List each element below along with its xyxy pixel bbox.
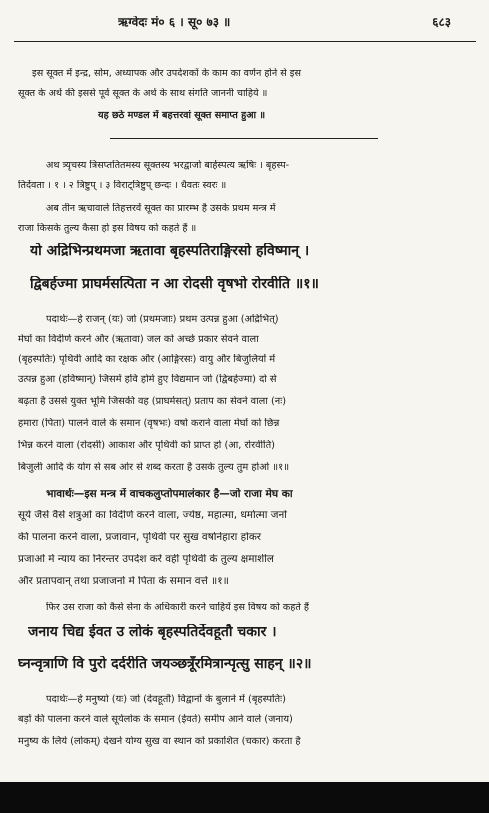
transition-line: फिर उस राजा को कैसे सेना के अधिकारी करने चाहियें इस विषय को कहते हैं — [46, 602, 309, 613]
bhavartha-1-line-4: प्रजाओं में न्याय का निरन्तर उपदेश करे वही पृथिवी के तुल्य क्षमाशील — [18, 554, 274, 565]
padartha-2-line-3: मनुष्य के लिये (लोकम्) देखने योग्य सुख वा स्थान को प्रकाशित (चकार) करता है — [18, 736, 301, 747]
hymn-intro-line-2: तिर्देवता । १ । २ त्रिष्टुप् । ३ विराट्त्रिष्टुप् छन्दः । धैवतः स्वरः ॥ — [18, 180, 227, 191]
mantra-1-line-2: द्विबर्हज्मा प्राघर्मसत्पिता न आ रोदसी वृषभो रोरवीति ॥१॥ — [30, 276, 319, 292]
bhavartha-1-line-3: की पालना करने वाला, प्रजावान, पृथिवी पर सुख वर्षानेहारा होकर — [18, 532, 262, 543]
mantra-2-line-1: जनाय चिद्य ईवत उ लोकं बृहस्पतिर्देवहूतौ चकार । — [28, 624, 277, 640]
mantra-2-line-2: घ्नन्वृत्राणि वि पुरो दर्दरीति जयञ्छत्रूँरमित्रान्पृत्सु साहन् ॥२॥ — [18, 656, 312, 672]
padartha-1-line-2: मेघों का विदीर्ण करने और (ऋतावा) जल को अच्छे प्रकार सेवने वाला — [18, 334, 259, 345]
padartha-1-line-5: बढ़ता है उससे युक्त भूमि जिसकी वह (प्राघर्मसत्) प्रताप का सेवने वाला (नः) — [18, 396, 287, 407]
hymn-intro-line-4: राजा किसके तुल्य कैसा हो इस विषय को कहते हैं ॥ — [18, 223, 197, 234]
bhavartha-1-line-2: सूर्य जैसे वैसे शत्रुओं का विदीर्ण करने वाला, ज्येष्ठ, महात्मा, धर्मात्मा जनों — [18, 510, 287, 521]
padartha-1-line-3: (बृहस्पतिः) पृथिवी आदि का रक्षक और (आङ्गिरसः) वायु और बिजुलियों में — [18, 354, 276, 365]
hymn-intro-line-1: अथ त्र्यृचस्य त्रिसप्ततितमस्य सूक्तस्य भरद्वाजो बार्हस्पत्य ऋषिः । बृहस्प- — [46, 160, 290, 171]
running-header-title: ऋग्वेदः मं० ६ । सू० ७३ ॥ — [118, 16, 231, 29]
page-number: ६८३ — [432, 16, 451, 29]
bhavartha-1-line-1: भावार्थः—इस मन्त्र में वाचकलुप्तोपमालंकार है—जो राजा मेघ का — [46, 488, 293, 500]
intro-line-1: इस सूक्त में इन्द्र, सोम, अध्यापक और उपदेशकों के काम का वर्णन होने से इस — [32, 68, 302, 79]
scan-bottom-border — [0, 782, 489, 813]
padartha-1-line-8: बिजुली आदि के योग से सब ओर से शब्द करता है उसके तुल्य तुम होओ ॥१॥ — [18, 462, 290, 473]
padartha-2-line-2: बड़ों की पालना करने वाले सूर्यलोक के समान (ईवते) समीप आने वाले (जनाय) — [18, 714, 293, 725]
hymn-intro-line-3: अब तीन ऋचावाले तिहत्तरवें सूक्त का प्रारम्भ है उसके प्रथम मन्त्र में — [46, 203, 276, 214]
section-closing-note: यह छठे मण्डल में बहत्तरवां सूक्त समाप्त हुआ ॥ — [98, 110, 266, 121]
intro-line-2: सूक्त के अर्थ की इससे पूर्व सूक्त के अर्थ के साथ संगति जाननी चाहिये ॥ — [18, 88, 268, 99]
padartha-1-line-4: उत्पन्न हुआ (हविष्मान्) जिसमें हवि होमे हुए विद्यमान जो (द्विबर्हज्मा) दो से — [18, 374, 277, 385]
padartha-1-line-1: पदार्थः—हे राजन् (यः) जो (प्रथमजाः) प्रथम उत्पन्न हुआ (अद्रिभित्) — [46, 314, 279, 325]
padartha-1-line-6: हमारा (पिता) पालने वाले के समान (वृषभः) वर्षा कराने वाला मेघों को छिन्न — [18, 418, 280, 429]
header-rule — [14, 41, 476, 42]
padartha-2-line-1: पदार्थः—हे मनुष्यो (यः) जो (देवहूतौ) विद्वानों के बुलाने में (बृहस्पतिः) — [46, 694, 286, 705]
mantra-1-line-1: यो अद्रिभिन्प्रथमजा ऋतावा बृहस्पतिराङ्गिरसो हविष्मान् । — [30, 243, 310, 259]
padartha-1-line-7: भिन्न करने वाला (रोदसी) आकाश और पृथिवी को प्राप्त हो (आ, रोरवीति) — [18, 440, 276, 451]
bhavartha-1-line-5: और प्रतापवान् तथा प्रजाजनों में पिता के समान वर्त्ते ॥१॥ — [18, 576, 229, 587]
section-divider — [110, 138, 378, 139]
